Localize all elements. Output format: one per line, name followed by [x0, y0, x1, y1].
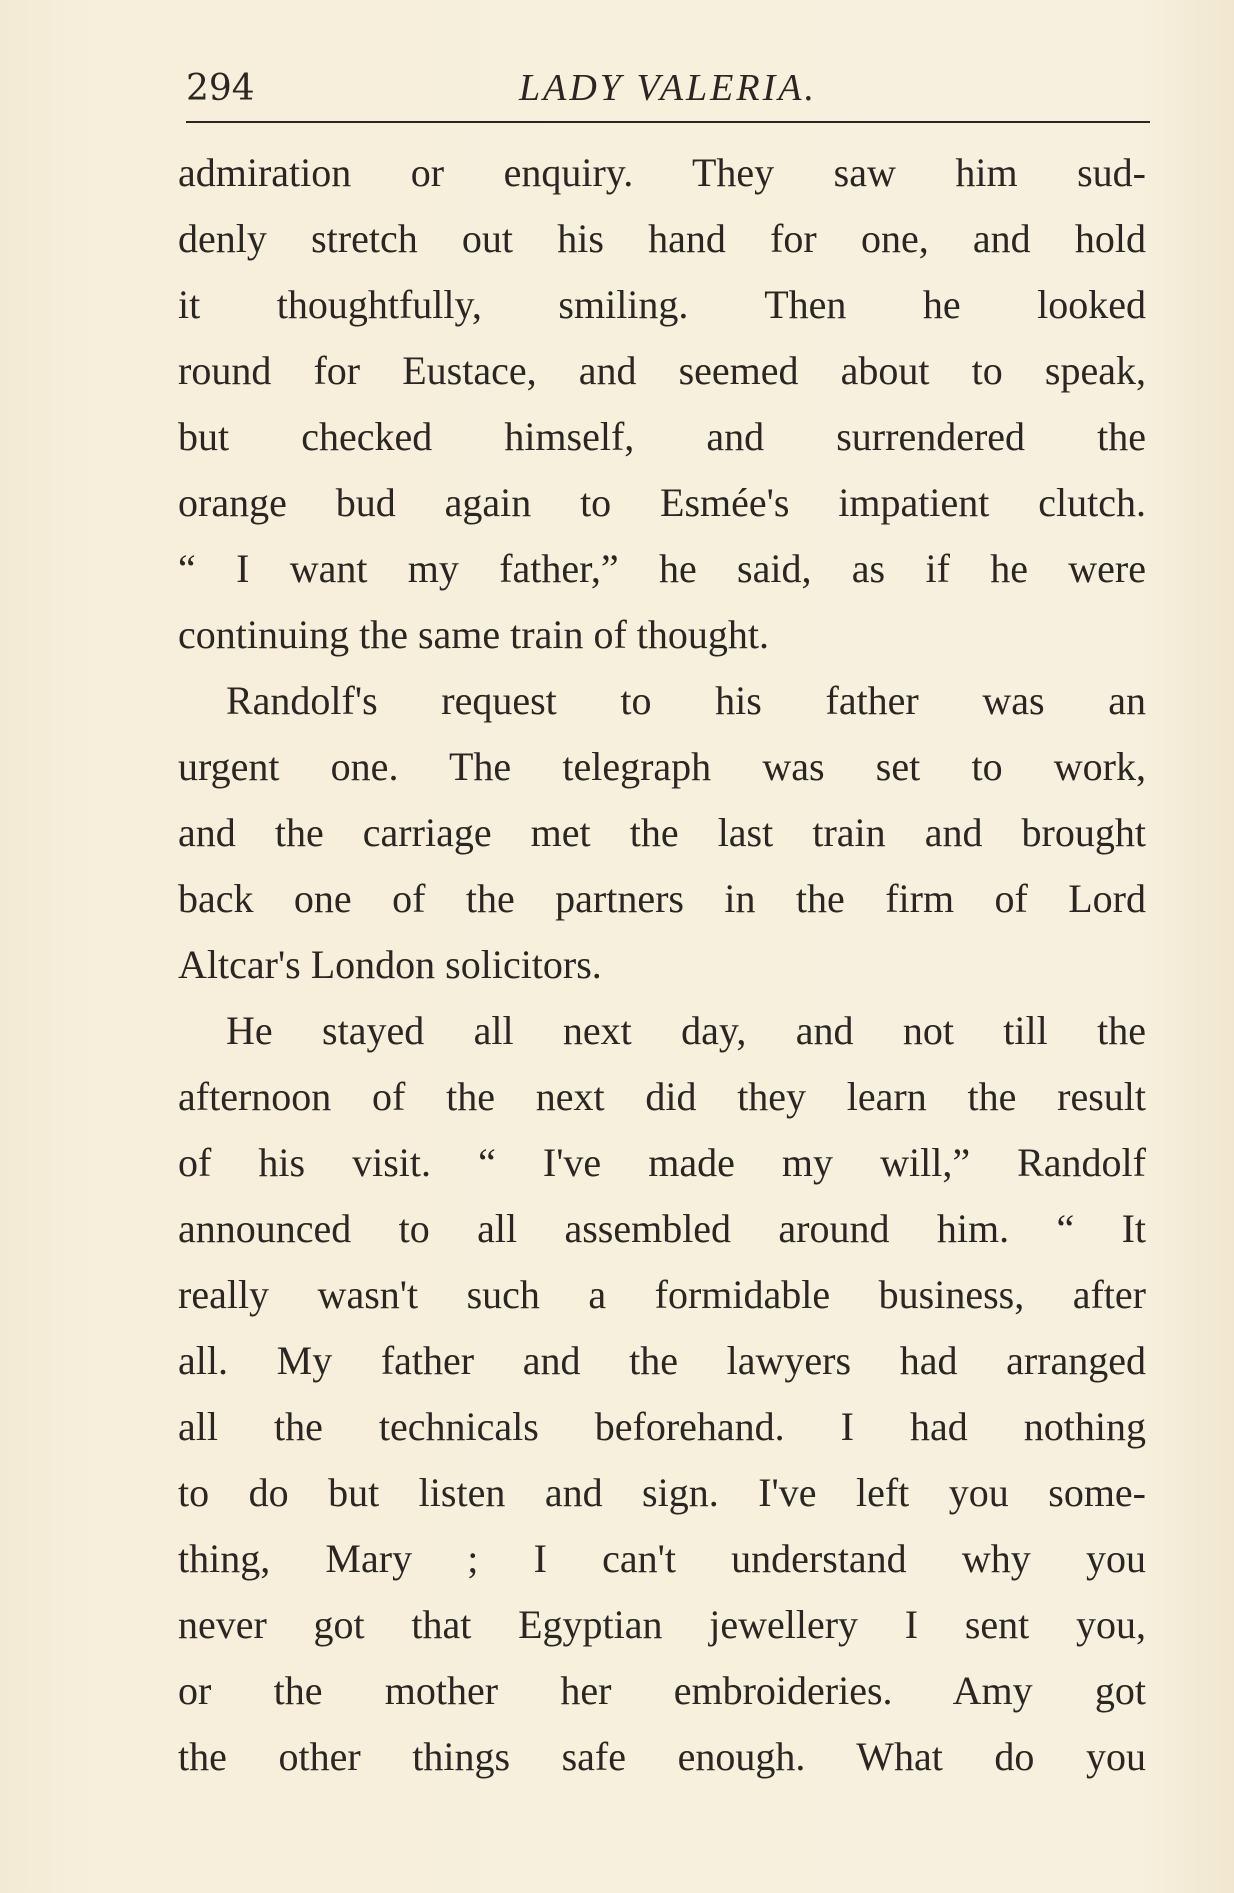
text-line: of his visit. “ I've made my will,” Randolf	[178, 1140, 1146, 1185]
text-line: orange bud again to Esmée's impatient clutch.	[178, 480, 1146, 525]
body-text	[178, 140, 1146, 1790]
text-line: announced to all assembled around him. “ It	[178, 1206, 1146, 1251]
text-line: it thoughtfully, smiling. Then he looked	[178, 282, 1146, 327]
text-line: the other things safe enough. What do you	[178, 1734, 1146, 1779]
page-number: 294	[186, 68, 255, 109]
text-line: really wasn't such a formidable business, after	[178, 1272, 1146, 1317]
text-line: round for Eustace, and seemed about to speak,	[178, 348, 1146, 393]
text-line: all the technicals beforehand. I had nothing	[178, 1404, 1146, 1449]
text-line: urgent one. The telegraph was set to work,	[178, 744, 1146, 789]
text-line: afternoon of the next did they learn the result	[178, 1074, 1146, 1119]
text-line: continuing the same train of thought.	[178, 612, 769, 657]
text-line: never got that Egyptian jewellery I sent you,	[178, 1602, 1146, 1647]
text-line: thing, Mary ; I can't understand why you	[178, 1536, 1146, 1581]
paragraph-start-line: Randolf's request to his father was an	[226, 678, 1146, 723]
text-line: and the carriage met the last train and brought	[178, 810, 1146, 855]
text-line: admiration or enquiry. They saw him sud-	[178, 150, 1146, 195]
text-line: Altcar's London solicitors.	[178, 942, 602, 987]
text-line: or the mother her embroideries. Amy got	[178, 1668, 1146, 1713]
text-line: denly stretch out his hand for one, and hold	[178, 216, 1146, 261]
text-line: “ I want my father,” he said, as if he were	[178, 546, 1146, 591]
running-title: LADY VALERIA.	[519, 67, 817, 109]
paragraph-start-line: He stayed all next day, and not till the	[226, 1008, 1146, 1053]
text-line: to do but listen and sign. I've left you some-	[178, 1470, 1146, 1515]
page-header	[186, 62, 1150, 122]
text-line: all. My father and the lawyers had arranged	[178, 1338, 1146, 1383]
header-rule	[186, 121, 1150, 123]
text-line: back one of the partners in the firm of Lord	[178, 876, 1146, 921]
text-line: but checked himself, and surrendered the	[178, 414, 1146, 459]
